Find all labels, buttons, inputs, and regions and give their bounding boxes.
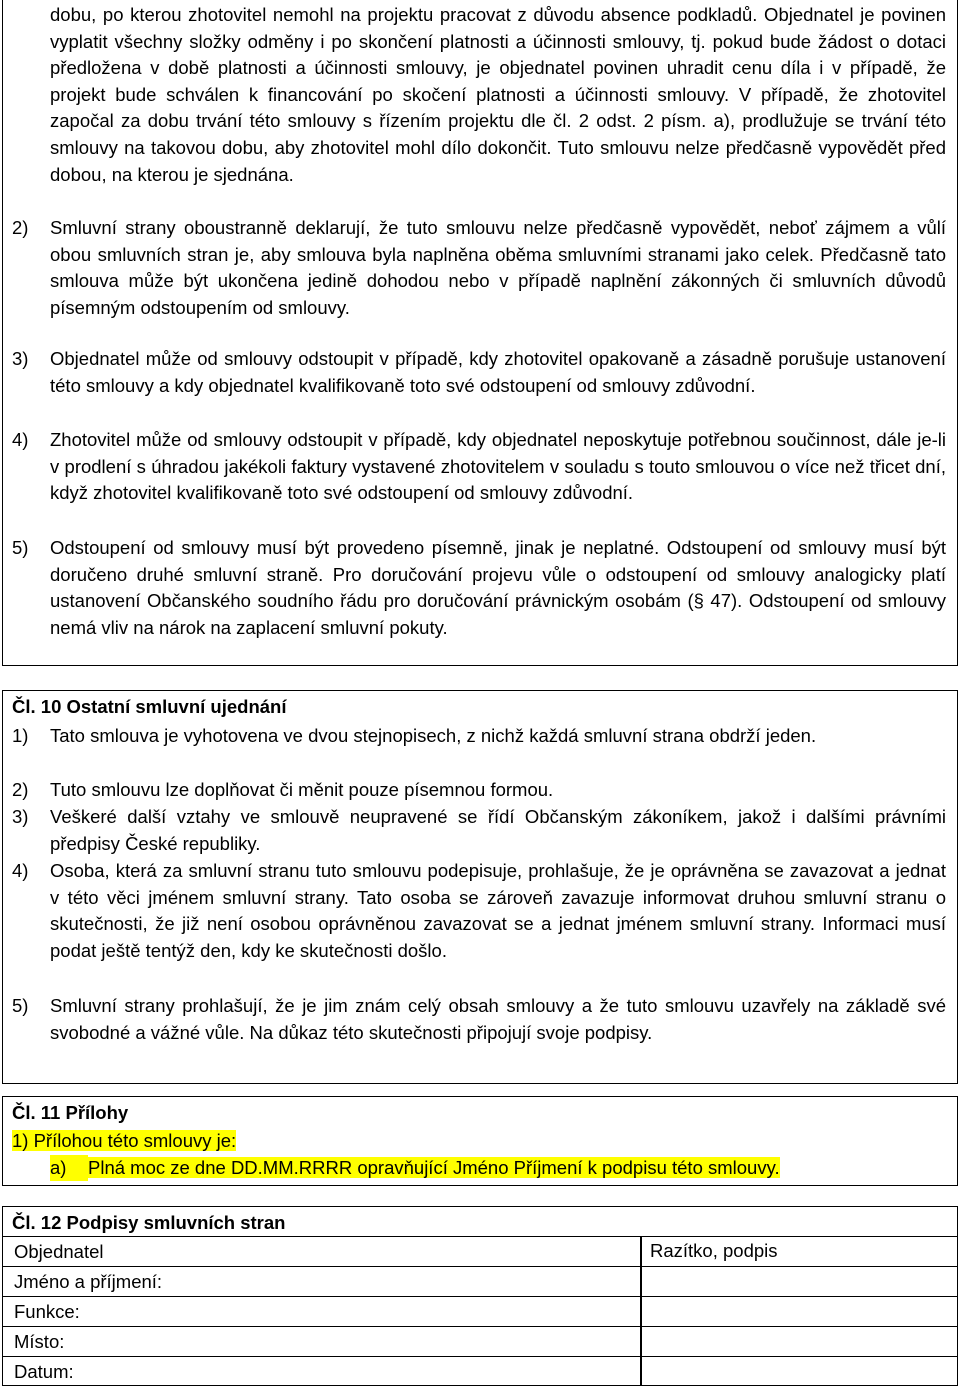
item-number: 3) (12, 806, 29, 827)
item-text: Smluvní strany prohlašují, že je jim znám celý obsah smlouvy a že tuto smlouvu uzavřely na základě své svobodné a vážné vůle. Na důkaz této skutečnosti připojují svoje podpisy. (50, 995, 946, 1043)
item-number: 4) (12, 429, 29, 450)
item-text: Veškeré další vztahy ve smlouvě neupravené se řídí Občanským zákoníkem, jakož i dalšími právními předpisy České republiky. (50, 806, 946, 854)
item-number: 5) (12, 995, 29, 1016)
attachment-text: Plná moc ze dne DD.MM.RRRR opravňující Jméno Příjmení k podpisu této smlouvy. (88, 1157, 780, 1178)
item-text: Odstoupení od smlouvy musí být provedeno písemně, jinak je neplatné. Odstoupení od smlouvy musí být doručeno druhé smluvní straně. Pro doručování projevu vůle o odstoupení od smlouvy analogicky platí ustanovení Občanského soudního řádu pro doručování právnickým osobám (§ 47). Odstoupení od smlouvy nemá vliv na nárok na zaplacení smluvní pokuty. (50, 537, 946, 638)
item-number: 4) (12, 860, 29, 881)
place-field-label: Místo: (14, 1331, 65, 1352)
section9-item-4 (12, 427, 946, 507)
signature-row-function (2, 1296, 958, 1326)
attachment-item (50, 1155, 780, 1181)
section11-heading: Čl. 11 Přílohy (12, 1102, 129, 1123)
item-text: Zhotovitel může od smlouvy odstoupit v případě, kdy objednatel neposkytuje potřebnou součinnost, dále je-li v prodlení s úhradou jakékoli faktury vystavené zhotovitelem v souladu s touto smlouvou o více než třicet dní, když zhotovitel kvalifikovaně toto své odstoupení od smlouvy zdůvodní. (50, 429, 946, 504)
date-field-label: Datum: (14, 1361, 74, 1382)
section10-item-5 (12, 993, 946, 1046)
signature-row-name (2, 1266, 958, 1296)
signature-row-date (2, 1356, 958, 1386)
attachment-letter: a) (50, 1155, 88, 1181)
item-text: Osoba, která za smluvní stranu tuto smlouvu podepisuje, prohlašuje, že je oprávněna se zavazovat a jednat v této věci jménem smluvní strany. Tato osoba se zároveň zavazuje informovat druhou smluvní stranu o skutečnosti, že již není osobou oprávněnou zavazovat se a jednat jménem smluvní strany. Informaci musí podat ještě tentýž den, kdy ke skutečnosti došlo. (50, 860, 946, 961)
party-label: Objednatel (14, 1241, 104, 1262)
section9-item-3 (12, 346, 946, 399)
function-field-label: Funkce: (14, 1301, 80, 1322)
item-number: 1) (12, 725, 29, 746)
section12-heading: Čl. 12 Podpisy smluvních stran (12, 1212, 286, 1233)
attachment-label (12, 1128, 236, 1154)
attachment-label-text: 1) Přílohou této smlouvy je: (12, 1130, 237, 1151)
item-number: 3) (12, 348, 29, 369)
section9-continuation: dobu, po kterou zhotovitel nemohl na projektu pracovat z důvodu absence podkladů. Objednatel je povinen vyplatit všechny složky odměny i po skončení platnosti a účinnosti smlouvy, tj. pokud bude žádost o dotaci předložena v době platnosti a účinnosti smlouvy, je objednatel povinen uhradit cenu díla i v případě, že projekt bude schválen k financování po skočení platnosti a účinnosti smlouvy. V případě, že zhotovitel započal za dobu trvání této smlouvy s řízením projektu dle čl. 2 odst. 2 písm. a), prodlužuje se trvání této smlouvy na takovou dobu, aby zhotovitel mohl dílo dokončit. Tuto smlouvu nelze předčasně vypovědět před dobou, na kterou je sjednána. (50, 4, 946, 185)
section9-item-2 (12, 215, 946, 321)
item-text: Tuto smlouvu lze doplňovat či měnit pouze písemnou formou. (50, 779, 554, 800)
name-field-label: Jméno a příjmení: (14, 1271, 163, 1292)
section9-item-5 (12, 535, 946, 641)
item-text: Objednatel může od smlouvy odstoupit v případě, kdy zhotovitel opakovaně a zásadně porušuje ustanovení této smlouvy a kdy objednatel kvalifikovaně toto své odstoupení od smlouvy zdůvodní. (50, 348, 946, 396)
section10-item-4 (12, 858, 946, 964)
section10-heading: Čl. 10 Ostatní smluvní ujednání (12, 696, 287, 717)
item-number: 2) (12, 779, 29, 800)
signature-row-place (2, 1326, 958, 1356)
section10-item-1 (12, 723, 946, 750)
signature-row-header (2, 1236, 958, 1266)
item-text: Smluvní strany oboustranně deklarují, že tuto smlouvu nelze předčasně vypovědět, neboť zájmem a vůlí obou smluvních stran je, aby smlouva byla naplněna oběma smluvními stranami jako celek. Předčasně tato smlouva může být ukončena jedině dohodou nebo v případě naplnění zákonných či smluvních důvodů písemným odstoupením od smlouvy. (50, 217, 946, 318)
item-number: 5) (12, 537, 29, 558)
stamp-signature-label: Razítko, podpis (650, 1240, 778, 1261)
section10-item-3 (12, 804, 946, 857)
item-text: Tato smlouva je vyhotovena ve dvou stejnopisech, z nichž každá smluvní strana obdrží jeden. (50, 725, 817, 746)
item-number: 2) (12, 217, 29, 238)
section10-item-2 (12, 777, 946, 804)
